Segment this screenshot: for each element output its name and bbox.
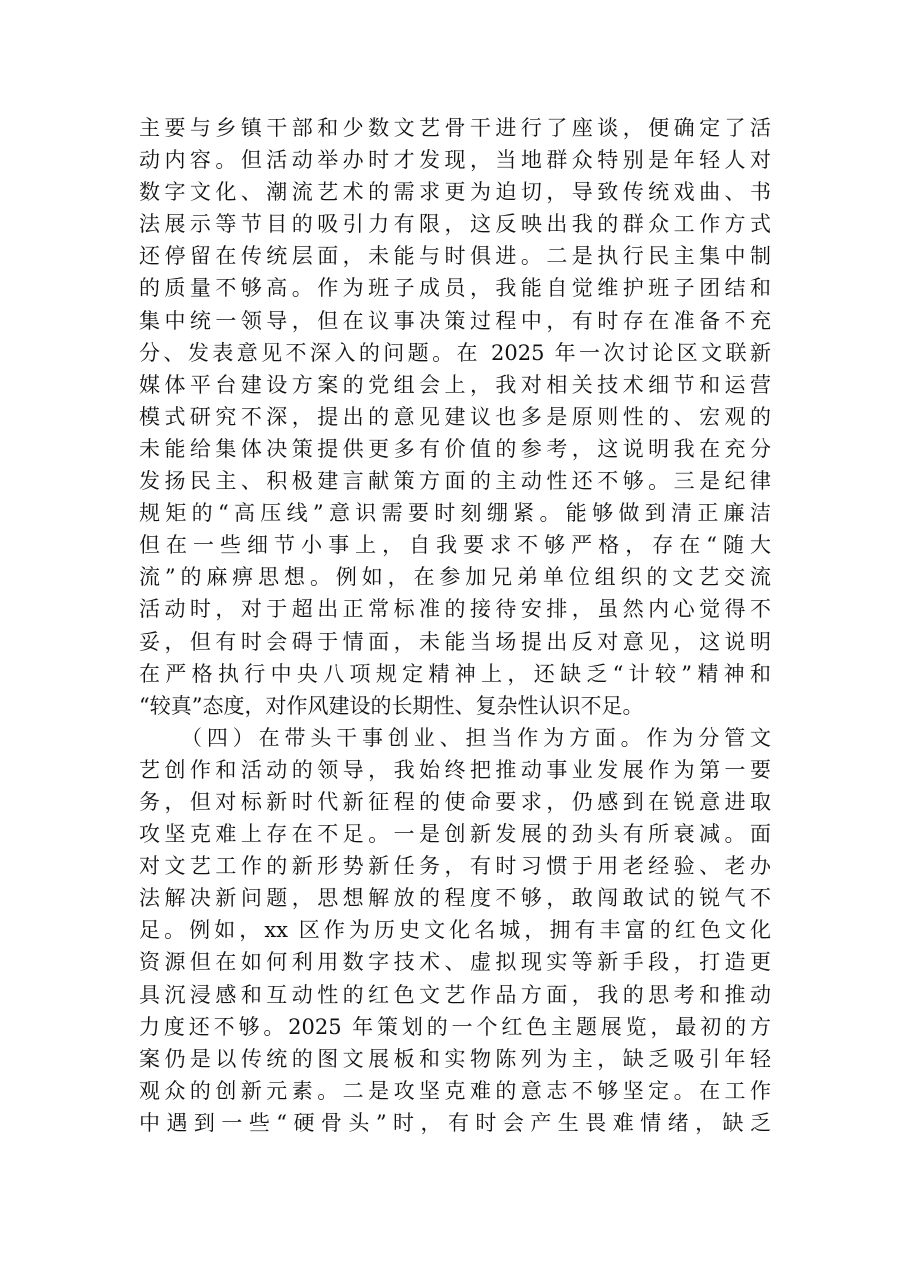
text-line: 集中统一领导，但在议事决策过程中，有时存在准备不充	[139, 308, 771, 333]
text-line: 法展示等节目的吸引力有限，这反映出我的群众工作方式	[139, 212, 771, 237]
text-line: 分、发表意见不深入的问题。在 2025 年一次讨论区文联新	[139, 340, 771, 365]
text-line: 还停留在传统层面，未能与时俱进。二是执行民主集中制	[139, 244, 771, 269]
text-line: 力度还不够。2025 年策划的一个红色主题展览，最初的方	[139, 1014, 771, 1039]
text-line: 具沉浸感和互动性的红色文艺作品方面，我的思考和推动	[139, 982, 771, 1007]
text-line: 务，但对标新时代新征程的使命要求，仍感到在锐意进取	[139, 789, 771, 814]
text-line: 动内容。但活动举办时才发现，当地群众特别是年轻人对	[139, 148, 771, 173]
text-line: 资源但在如何利用数字技术、虚拟现实等新手段，打造更	[139, 950, 771, 975]
text-line: 模式研究不深，提出的意见建议也多是原则性的、宏观的	[139, 404, 771, 429]
text-line: 在严格执行中央八项规定精神上，还缺乏“计较”精神和	[139, 661, 771, 686]
document-body	[139, 112, 771, 1139]
text-line: 发扬民主、积极建言献策方面的主动性还不够。三是纪律	[139, 469, 771, 494]
text-line: 案仍是以传统的图文展板和实物陈列为主，缺乏吸引年轻	[139, 1046, 771, 1071]
paragraph-end-line: “较真”态度，对作风建设的长期性、复杂性认识不足。	[139, 693, 644, 718]
text-line: 中遇到一些“硬骨头”时，有时会产生畏难情绪，缺乏	[139, 1110, 771, 1135]
text-line: 活动时，对于超出正常标准的接待安排，虽然内心觉得不	[139, 597, 771, 622]
text-line: 足。例如，xx 区作为历史文化名城，拥有丰富的红色文化	[139, 918, 771, 943]
text-line: 数字文化、潮流艺术的需求更为迫切，导致传统戏曲、书	[139, 180, 771, 205]
text-line: 但在一些细节小事上，自我要求不够严格，存在“随大	[139, 533, 771, 558]
text-line: 媒体平台建设方案的党组会上，我对相关技术细节和运营	[139, 372, 771, 397]
text-line: 未能给集体决策提供更多有价值的参考，这说明我在充分	[139, 436, 771, 461]
text-line: 的质量不够高。作为班子成员，我能自觉维护班子团结和	[139, 276, 771, 301]
text-line: 法解决新问题，思想解放的程度不够，敢闯敢试的锐气不	[139, 886, 771, 911]
text-line: 流”的麻痹思想。例如，在参加兄弟单位组织的文艺交流	[139, 565, 771, 590]
section-heading-line: （四）在带头干事创业、担当作为方面。作为分管文	[181, 725, 771, 750]
text-line: 攻坚克难上存在不足。一是创新发展的劲头有所衰减。面	[139, 822, 771, 847]
text-line: 观众的创新元素。二是攻坚克难的意志不够坚定。在工作	[139, 1078, 771, 1103]
text-line: 规矩的“高压线”意识需要时刻绷紧。能够做到清正廉洁	[139, 501, 771, 526]
text-line: 妥，但有时会碍于情面，未能当场提出反对意见，这说明	[139, 629, 771, 654]
text-line: 艺创作和活动的领导，我始终把推动事业发展作为第一要	[139, 757, 771, 782]
text-line: 主要与乡镇干部和少数文艺骨干进行了座谈，便确定了活	[139, 116, 771, 140]
text-line: 对文艺工作的新形势新任务，有时习惯于用老经验、老办	[139, 854, 771, 879]
